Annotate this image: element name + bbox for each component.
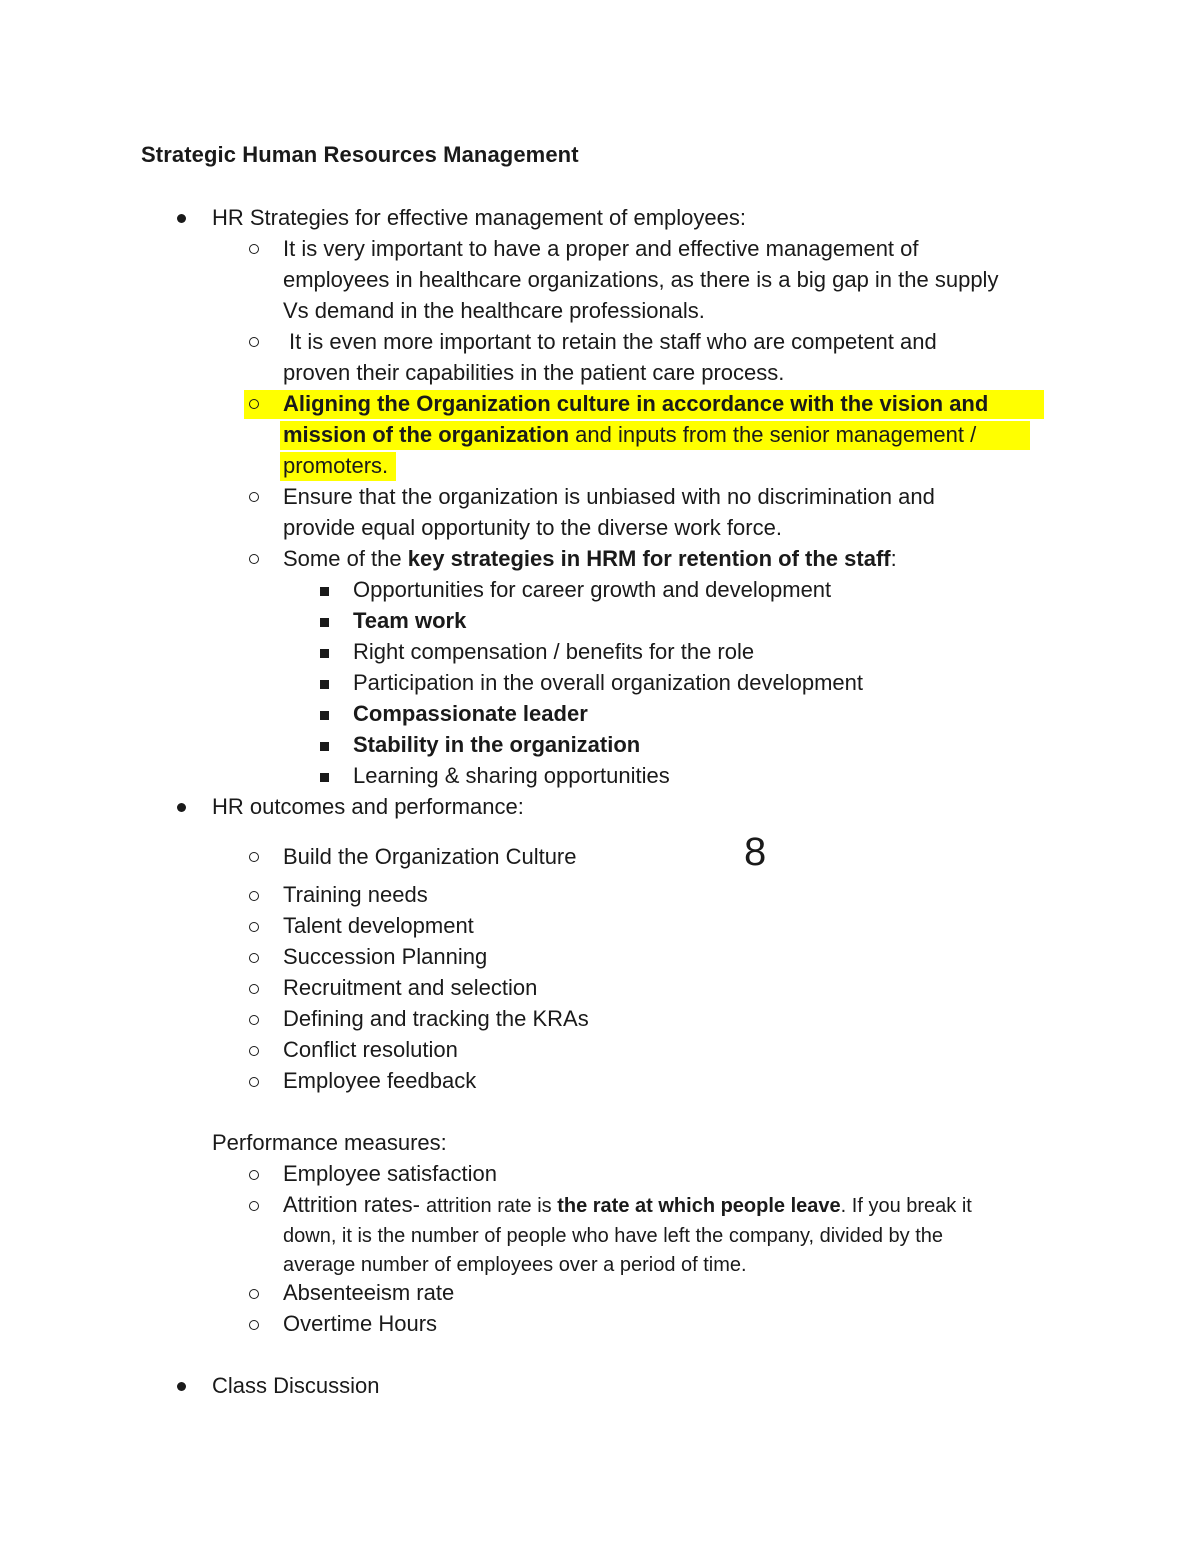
list-item-text: employees in healthcare organizations, as there is a big gap in the supply [283,267,999,292]
bullet-dot [177,214,186,223]
outcome-item: Build the Organization Culture [283,844,577,869]
bullet-square [320,680,329,689]
outcome-item: Conflict resolution [283,1037,458,1062]
outcome-item: Training needs [283,882,428,907]
list-item-text: proven their capabilities in the patient care process. [283,360,785,385]
page-title: Strategic Human Resources Management [141,142,579,167]
highlighted-text: promoters. [283,453,389,478]
measure-description: down, it is the number of people who have left the company, divided by the [283,1225,944,1247]
bullet-circle [249,337,259,347]
bullet-square [320,649,329,658]
outcome-item: Defining and tracking the KRAs [283,1006,589,1031]
bullet-square [320,773,329,782]
list-item-text: It is very important to have a proper and effective management of [283,236,919,261]
list-item-text: provide equal opportunity to the diverse work force. [283,515,782,540]
measure-item: Overtime Hours [283,1311,438,1336]
bullet-circle [249,399,259,409]
bullet-square [320,587,329,596]
bullet-square [320,618,329,627]
section-heading-hr-strategies: HR Strategies for effective management of employees: [212,205,746,230]
outcome-item: Talent development [283,913,474,938]
bullet-dot [177,803,186,812]
bullet-circle [249,244,259,254]
highlighted-text-line [283,422,976,448]
list-item-text: Vs demand in the healthcare professionals. [283,298,705,323]
list-item-text [283,546,897,572]
handwritten-number: 8 [744,830,767,874]
bullet-circle [249,1289,259,1299]
measure-item-attrition [283,1192,972,1218]
section-heading-hr-outcomes: HR outcomes and performance: [212,794,524,819]
strategy-item: Team work [353,608,467,633]
bullet-circle [249,922,259,932]
bullet-dot [177,1382,186,1391]
bullet-circle [249,891,259,901]
strategy-item: Opportunities for career growth and development [353,577,832,602]
measure-item: Absenteeism rate [283,1280,455,1305]
strategy-item: Right compensation / benefits for the role [353,639,755,664]
outcome-item: Recruitment and selection [283,975,538,1000]
text-run: : [890,546,897,571]
performance-measures-heading: Performance measures: [212,1130,447,1155]
bullet-circle [249,492,259,502]
list-item-text: It is even more important to retain the staff who are competent and [289,329,937,354]
strategy-item: Compassionate leader [353,701,588,726]
bullet-circle [249,1077,259,1087]
bullet-circle [249,953,259,963]
highlighted-bold-text: mission of the organization [283,422,570,447]
section-heading-class-discussion: Class Discussion [212,1373,380,1398]
highlighted-text: Aligning the Organization culture in accordance with the vision and [283,391,989,416]
bullet-circle [249,984,259,994]
bullet-circle [249,1201,259,1211]
bullet-square [320,742,329,751]
text-run: Some of the [283,546,408,571]
text-run: . If you break it [840,1195,972,1217]
bullet-circle [249,852,259,862]
measure-label: Attrition rates- [283,1192,427,1217]
strategy-item: Learning & sharing opportunities [353,763,670,788]
text-run: attrition rate is [426,1195,558,1217]
bullet-circle [249,1320,259,1330]
bold-text-run: key strategies in HRM for retention of the staff [407,546,891,571]
measure-item: Employee satisfaction [283,1161,497,1186]
bullet-circle [249,1170,259,1180]
strategy-item: Participation in the overall organization development [353,670,863,695]
outcome-item: Employee feedback [283,1068,477,1093]
bold-text-run: the rate at which people leave [557,1195,841,1217]
bullet-square [320,711,329,720]
bullet-circle [249,1015,259,1025]
strategy-item: Stability in the organization [353,732,641,757]
bullet-circle [249,554,259,564]
bullet-circle [249,1046,259,1056]
highlighted-text: and inputs from the senior management / [569,422,977,447]
measure-description: average number of employees over a period of time. [283,1254,747,1276]
list-item-text: Ensure that the organization is unbiased with no discrimination and [283,484,935,509]
outcome-item: Succession Planning [283,944,488,969]
